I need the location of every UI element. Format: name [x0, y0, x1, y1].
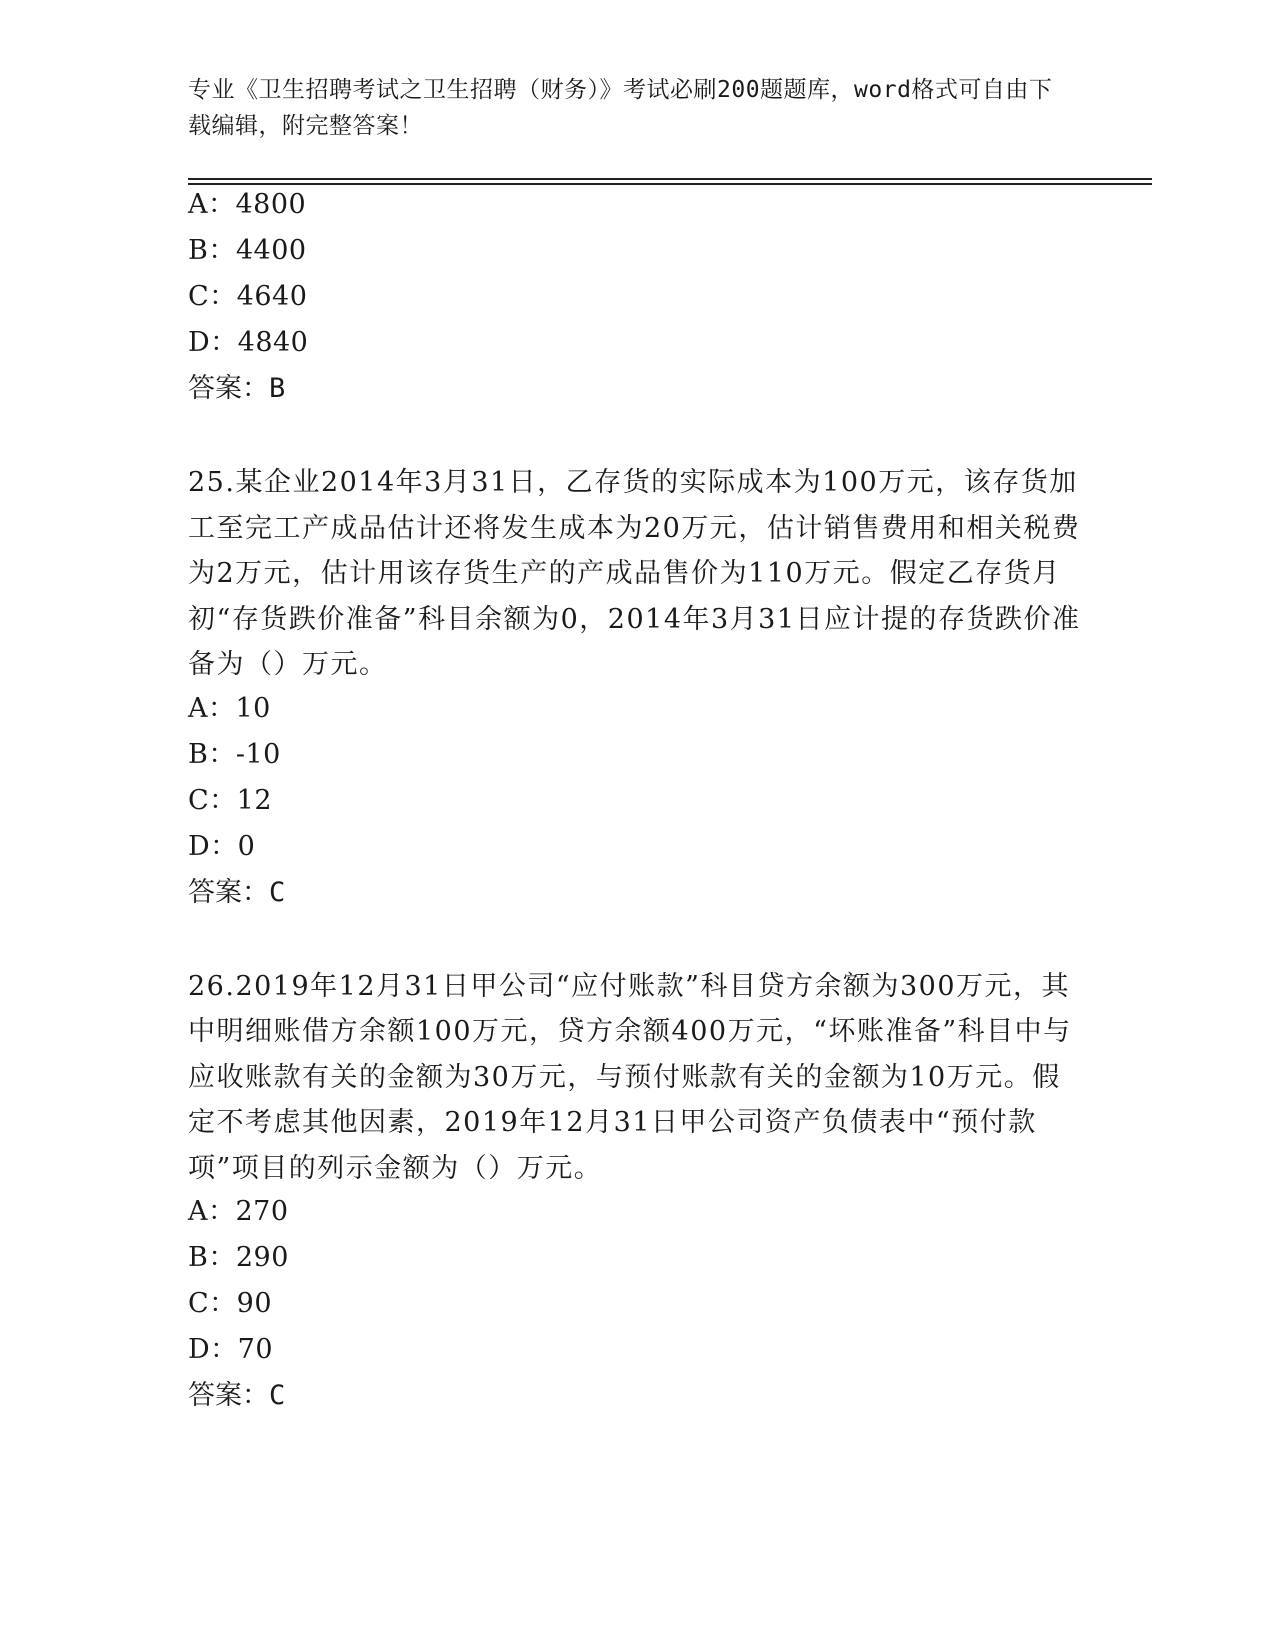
answer-line: 答案：C: [188, 876, 286, 908]
option-c: C：12: [188, 784, 273, 816]
question-block: [188, 190, 1088, 404]
option-b: B：290: [188, 1242, 289, 1273]
answer-line: 答案：B: [188, 373, 286, 404]
option-d: D：4840: [188, 327, 309, 358]
document-body: [188, 190, 1088, 1427]
option-a: A：4800: [188, 189, 307, 220]
option-d: D：0: [188, 830, 256, 862]
answer-line: 答案：C: [188, 1380, 286, 1411]
option-c: C：90: [188, 1288, 273, 1319]
question-block: [188, 964, 1088, 1412]
option-a: A：10: [188, 692, 271, 724]
option-b: B：-10: [188, 738, 281, 770]
header-divider-bottom: [188, 183, 1152, 185]
option-c: C：4640: [188, 281, 308, 312]
option-d: D：70: [188, 1334, 274, 1365]
option-b: B：4400: [188, 235, 307, 266]
question-text: 26.2019年12月31日甲公司“应付账款”科目贷方余额为300万元，其中明细账借方余额100万元，贷方余额400万元，“坏账准备”科目中与应收账款有关的金额为30万元，与预付账款有关的金额为10万元。假定不考虑其他因素，2019年12月31日甲公司资产负债表中“预付款项”项目的列示金额为（）万元。: [188, 970, 1072, 1184]
option-a: A：270: [188, 1196, 289, 1227]
header-divider-top: [188, 178, 1152, 180]
question-text: 25.某企业2014年3月31日，乙存货的实际成本为100万元，该存货加工至完工产成品估计还将发生成本为20万元，估计销售费用和相关税费为2万元，估计用该存货生产的产成品售价为110万元。假定乙存货月初“存货跌价准备”科目余额为0，2014年3月31日应计提的存货跌价准备为（）万元。: [188, 467, 1081, 680]
question-block: [188, 460, 1088, 908]
document-header: 专业《卫生招聘考试之卫生招聘（财务）》考试必刷200题题库，word格式可自由下载编辑，附完整答案！: [188, 77, 1053, 139]
